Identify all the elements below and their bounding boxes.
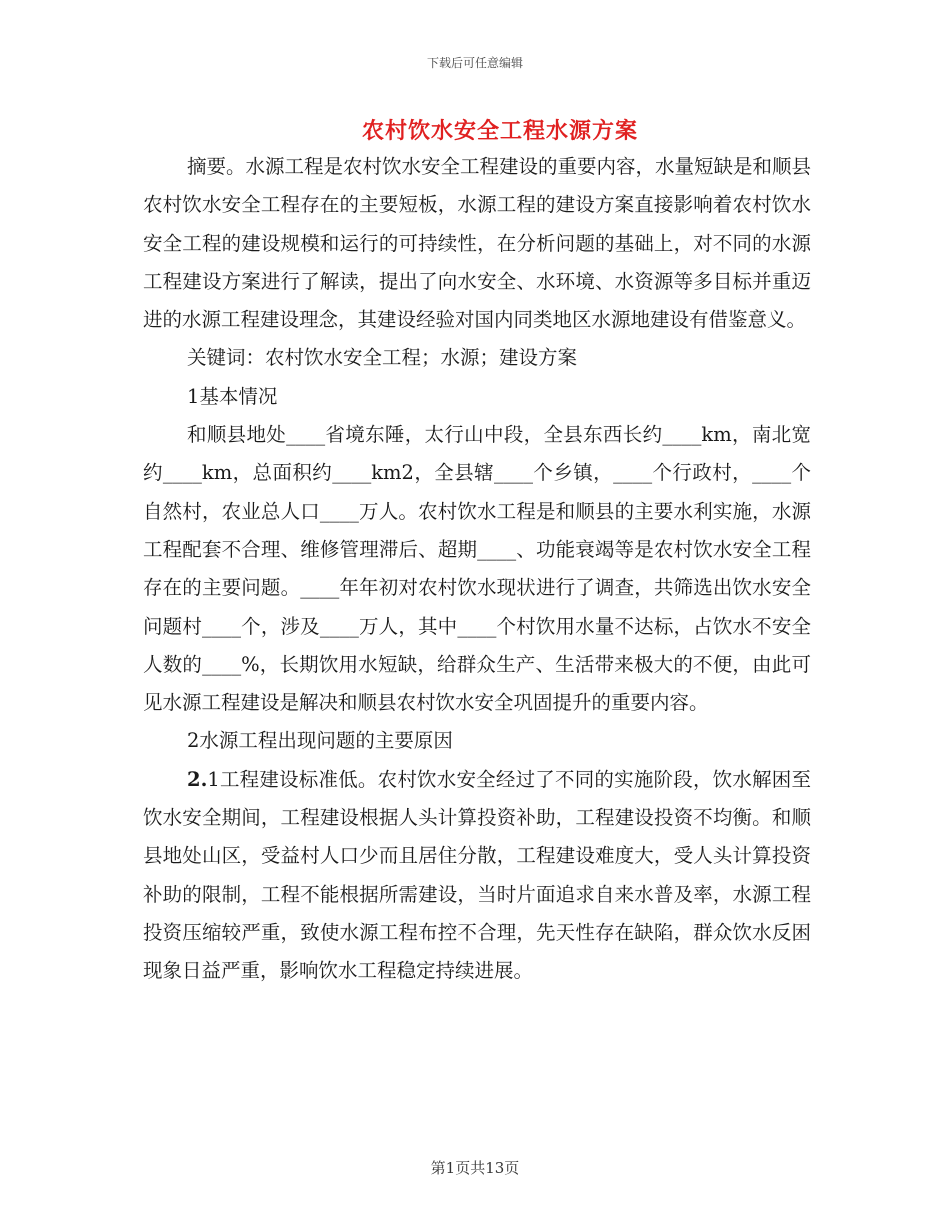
document-body [143,148,811,991]
document-title: 农村饮水安全工程水源方案 [361,118,638,144]
header-note: 下载后可任意编辑 [426,56,523,70]
section-2-1-number: 2. [187,767,208,791]
section-1-paragraph: 和顺县地处____省境东陲，太行山中段，全县东西长约____km，南北宽约____km，总面积约____km2，全县辖____个乡镇，____个行政村，____个自然村，农业总人口____万人。农村饮水工程是和顺县的主要水利实施，水源工程配套不合理、维修管理滞后、超期____、功能衰竭等是农村饮水安全工程存在的主要问题。____年年初对农村饮水现状进行了调查，共筛选出饮水安全问题村____个，涉及____万人，其中____个村饮用水量不达标，占饮水不安全人数的____%，长期饮用水短缺，给群众生产、生活带来极大的不便，由此可见水源工程建设是解决和顺县农村饮水安全巩固提升的重要内容。 [143,423,811,715]
section-2-1-paragraph [143,761,811,991]
section-2-heading: 2水源工程出现问题的主要原因 [187,729,453,753]
abstract-paragraph: 摘要。水源工程是农村饮水安全工程建设的重要内容，水量短缺是和顺县农村饮水安全工程存在的主要短板，水源工程的建设方案直接影响着农村饮水安全工程的建设规模和运行的可持续性，在分析问题的基础上，对不同的水源工程建设方案进行了解读，提出了向水安全、水环境、水资源等多目标并重迈进的水源工程建设理念，其建设经验对国内同类地区水源地建设有借鉴意义。 [143,155,812,332]
keywords-line: 关键词：农村饮水安全工程；水源；建设方案 [187,346,578,370]
section-1-heading: 1基本情况 [187,384,278,408]
section-2-1-text: 1工程建设标准低。农村饮水安全经过了不同的实施阶段，饮水解困至饮水安全期间，工程建设根据人头计算投资补助，工程建设投资不均衡。和顺县地处山区，受益村人口少而且居住分散，工程建设难度大，受人头计算投资补助的限制，工程不能根据所需建设，当时片面追求自来水普及率，水源工程投资压缩较严重，致使水源工程布控不合理，先天性存在缺陷，群众饮水反困现象日益严重，影响饮水工程稳定持续进展。 [143,767,811,983]
page-number: 第1页共13页 [430,1159,520,1177]
